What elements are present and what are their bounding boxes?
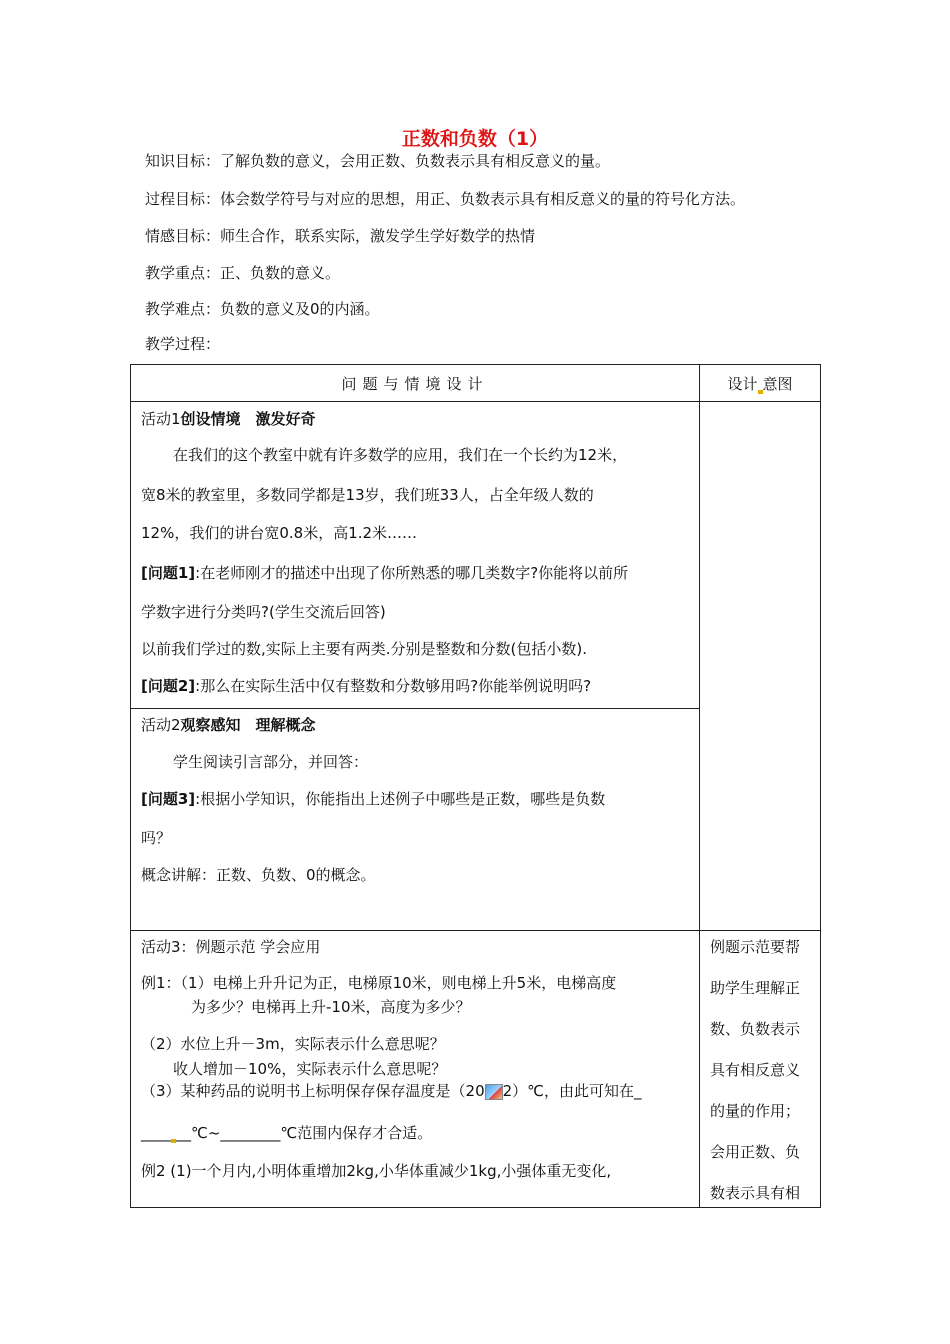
question3-text: :根据小学知识，你能指出上述例子中哪些是正数，哪些是负数 bbox=[195, 790, 606, 808]
example1-part2b: 收人增加－10%，实际表示什么意思呢？ bbox=[173, 1060, 447, 1078]
activity1-title bbox=[141, 408, 316, 429]
intent-line: 助学生理解正 bbox=[710, 979, 801, 997]
activity3-cell bbox=[131, 931, 700, 1208]
activity1-answer: 以前我们学过的数,实际上主要有两类.分别是整数和分数(包括小数). bbox=[141, 640, 588, 658]
image-placeholder-icon bbox=[485, 1084, 503, 1100]
question2-text: :那么在实际生活中仅有整数和分数够用吗?你能举例说明吗? bbox=[195, 677, 592, 695]
activity2-cell bbox=[131, 709, 700, 931]
table-header-intent bbox=[700, 365, 821, 402]
question3 bbox=[141, 788, 605, 809]
activity2-label: 活动2 bbox=[141, 716, 181, 734]
question1 bbox=[141, 562, 628, 583]
concept-explanation: 概念讲解：正数、负数、0的概念。 bbox=[141, 866, 376, 884]
example1-part2: （2）水位上升－3m，实际表示什么意思呢？ bbox=[141, 1035, 445, 1053]
question1-text: :在老师刚才的描述中出现了你所熟悉的哪几类数字?你能将以前所 bbox=[195, 564, 629, 582]
example1-part3-b: 2）℃，由此可知在_ bbox=[502, 1082, 642, 1100]
header-intent-a: 设计 bbox=[727, 374, 758, 393]
example1-line1: 例1：（1）电梯上升升记为正，电梯原10米，则电梯上升5米，电梯高度 bbox=[141, 974, 617, 992]
activity1-para-line3: 12%，我们的讲台宽0.8米，高1.2米…… bbox=[141, 524, 418, 542]
example1-part3-a: （3）某种药品的说明书上标明保存保存温度是（20 bbox=[141, 1082, 485, 1100]
question3-tag: [问题3] bbox=[141, 790, 196, 808]
example1-line2: 为多少？电梯再上升-10米，高度为多少？ bbox=[191, 998, 471, 1016]
question1-tag: [问题1] bbox=[141, 564, 196, 582]
activity1-heading: 创设情境 激发好奇 bbox=[180, 410, 316, 428]
activity1-label: 活动1 bbox=[141, 410, 181, 428]
blank-a: ____ bbox=[141, 1124, 171, 1142]
lesson-table bbox=[130, 364, 821, 1208]
table-header-design bbox=[131, 365, 700, 402]
teaching-difficulty: 教学难点：负数的意义及0的内涵。 bbox=[145, 300, 380, 318]
teaching-process-label: 教学过程： bbox=[145, 335, 221, 353]
question2 bbox=[141, 675, 591, 696]
activity1-para-line1: 在我们的这个教室中就有许多数学的应用，我们在一个长约为12米， bbox=[173, 446, 628, 464]
intent-line: 的量的作用； bbox=[710, 1102, 801, 1120]
intent-line: 数、负数表示 bbox=[710, 1020, 801, 1038]
knowledge-goal: 知识目标：了解负数的意义，会用正数、负数表示具有相反意义的量。 bbox=[145, 152, 611, 170]
header-design-label: 问题与情境设计 bbox=[341, 374, 489, 393]
header-intent-b: 意图 bbox=[762, 374, 793, 393]
activity3-intent-cell bbox=[700, 931, 821, 1208]
emotion-goal: 情感目标：师生合作，联系实际，激发学生学好数学的热情 bbox=[145, 227, 536, 245]
intent-cell-empty bbox=[700, 402, 821, 931]
intent-line: 会用正数、负 bbox=[710, 1143, 801, 1161]
activity2-title bbox=[141, 714, 316, 735]
example1-part3 bbox=[141, 1080, 642, 1101]
intent-line: 数表示具有相 bbox=[710, 1184, 801, 1202]
question3-line2: 吗？ bbox=[141, 829, 172, 847]
blank-b: __℃~________℃范围内保存才合适。 bbox=[176, 1124, 433, 1142]
intent-line: 具有相反意义 bbox=[710, 1061, 801, 1079]
question2-tag: [问题2] bbox=[141, 677, 196, 695]
teaching-focus: 教学重点：正、负数的意义。 bbox=[145, 264, 341, 282]
activity1-para-line2: 宽8米的教室里，多数同学都是13岁，我们班33人，占全年级人数的 bbox=[141, 486, 594, 504]
activity3-title: 活动3：例题示范 学会应用 bbox=[141, 938, 321, 956]
intent-line: 例题示范要帮 bbox=[710, 938, 801, 956]
activity2-heading: 观察感知 理解概念 bbox=[180, 716, 316, 734]
activity2-line1: 学生阅读引言部分，并回答： bbox=[173, 753, 369, 771]
activity1-cell bbox=[131, 402, 700, 709]
process-goal: 过程目标：体会数学符号与对应的思想，用正、负数表示具有相反意义的量的符号化方法。 bbox=[145, 190, 746, 208]
question1-line2: 学数字进行分类吗?(学生交流后回答) bbox=[141, 603, 386, 621]
example1-blanks bbox=[141, 1122, 432, 1143]
document-title: 正数和负数（1） bbox=[401, 128, 549, 150]
example2-line1: 例2 (1)一个月内,小明体重增加2kg,小华体重减少1kg,小强体重无变化, bbox=[141, 1162, 612, 1180]
